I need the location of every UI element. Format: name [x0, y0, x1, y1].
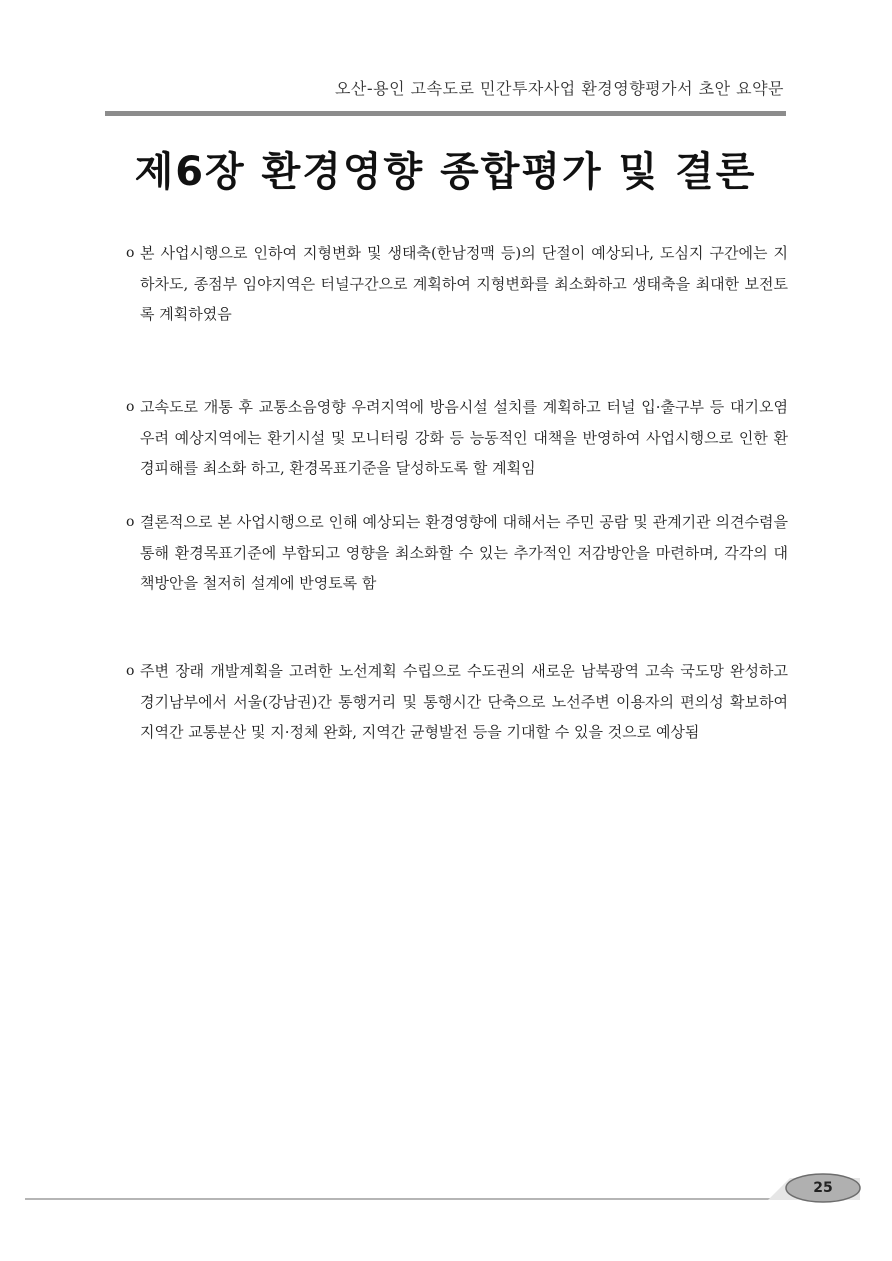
- page-number: 25: [813, 1180, 833, 1196]
- paragraph-text: 주변 장래 개발계획을 고려한 노선계획 수립으로 수도권의 새로운 남북광역 고속 국도망 완성하고 경기남부에서 서울(강남권)간 통행거리 및 통행시간 단축으로 노선주변 이용자의 편의성 확보하여 지역간 교통분산 및 지·정체 완화, 지역간 균형발전 등을 기대할 수 있을 것으로 예상됨: [140, 662, 788, 741]
- bullet-marker: ο: [126, 663, 135, 679]
- paragraph-4: [126, 656, 788, 748]
- chapter-title: 제6장 환경영향 종합평가 및 결론: [134, 149, 757, 195]
- running-header: 오산-용인 고속도로 민간투자사업 환경영향평가서 초안 요약문: [334, 79, 784, 98]
- paragraph-text: 결론적으로 본 사업시행으로 인해 예상되는 환경영향에 대해서는 주민 공람 및 관계기관 의견수렴을 통해 환경목표기준에 부합되고 영향을 최소화할 수 있는 추가적인 저감방안을 마련하며, 각각의 대책방안을 철저히 설계에 반영토록 함: [140, 513, 788, 592]
- footer-rule: [25, 1198, 795, 1200]
- paragraph-3: [126, 507, 788, 599]
- paragraph-text: 본 사업시행으로 인하여 지형변화 및 생태축(한남정맥 등)의 단절이 예상되나, 도심지 구간에는 지하차도, 종점부 임야지역은 터널구간으로 계획하여 지형변화를 최소화하고 생태축을 최대한 보전토록 계획하였음: [140, 244, 788, 323]
- header-rule: [105, 111, 786, 116]
- paragraph-1: [126, 238, 788, 330]
- bullet-marker: ο: [126, 514, 135, 530]
- paragraph-text: 고속도로 개통 후 교통소음영향 우려지역에 방음시설 설치를 계획하고 터널 입·출구부 등 대기오염 우려 예상지역에는 환기시설 및 모니터링 강화 등 능동적인 대책을 반영하여 사업시행으로 인한 환경피해를 최소화 하고, 환경목표기준을 달성하도록 할 계획임: [140, 398, 788, 477]
- paragraph-2: [126, 392, 788, 484]
- bullet-marker: ο: [126, 399, 135, 415]
- bullet-marker: ο: [126, 245, 135, 261]
